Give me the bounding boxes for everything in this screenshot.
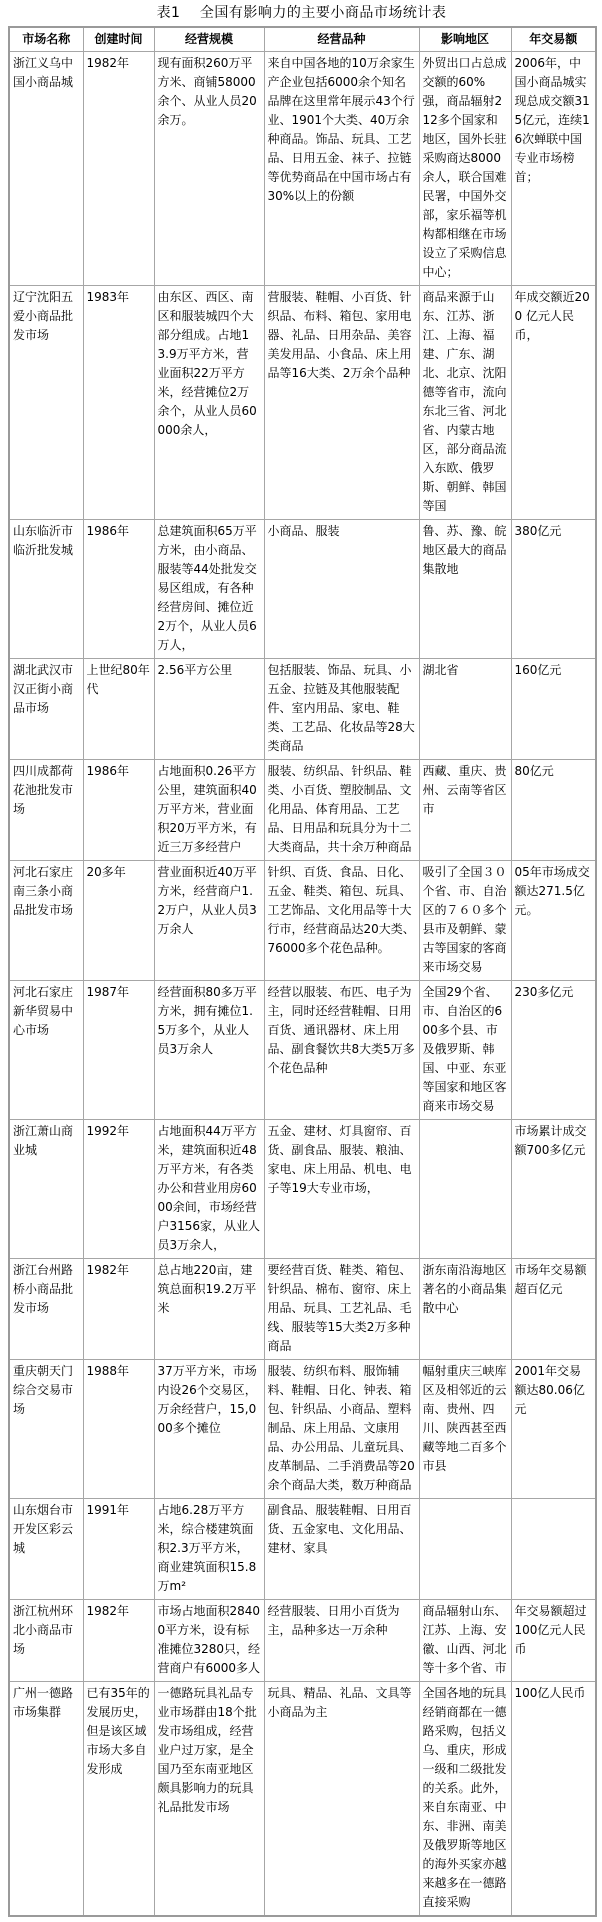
cell-annual-volume: 05年市场成交额达271.5亿元。: [511, 861, 596, 981]
cell-created-time: 1986年: [83, 520, 154, 659]
cell-created-time: 1983年: [83, 286, 154, 520]
cell-market-name: 广州一德路市场集群: [9, 1682, 83, 1917]
cell-product-varieties: 小商品、服装: [264, 520, 419, 659]
table-row: [9, 1499, 596, 1600]
cell-annual-volume: 2001年交易额达80.06亿元: [511, 1360, 596, 1499]
table-body: [9, 52, 596, 1917]
table-row: [9, 1120, 596, 1259]
cell-product-varieties: 服装、纺织布料、服饰辅料、鞋帽、日化、钟表、箱包、针织品、小商品、塑料制品、床上用品、文康用品、办公用品、儿童玩具、皮革制品、二手消费品等20余个商品大类，数万种商品: [264, 1360, 419, 1499]
cell-business-scale: 一德路玩具礼品专业市场群由18个批发市场组成，经营业户过万家，是全国乃至东南亚地区颇具影响力的玩具礼品批发市场: [154, 1682, 264, 1917]
table-row: [9, 1360, 596, 1499]
cell-product-varieties: 营服装、鞋帽、小百货、针织品、布料、箱包、家用电器、礼品、日用杂品、美容美发用品、小食品、床上用品等16大类、2万余个品种: [264, 286, 419, 520]
cell-annual-volume: 市场累计成交额700多亿元: [511, 1120, 596, 1259]
cell-annual-volume: [511, 1499, 596, 1600]
cell-created-time: 1992年: [83, 1120, 154, 1259]
cell-influence-region: 鲁、苏、豫、皖地区最大的商品集散地: [419, 520, 511, 659]
table-row: [9, 1600, 596, 1682]
cell-created-time: 20多年: [83, 861, 154, 981]
cell-product-varieties: 副食品、服装鞋帽、日用百货、五金家电、文化用品、建材、家具: [264, 1499, 419, 1600]
table-row: [9, 286, 596, 520]
cell-annual-volume: 年交易额超过100亿元人民币: [511, 1600, 596, 1682]
column-header-influence-region: 影响地区: [419, 27, 511, 52]
table-row: [9, 1682, 596, 1917]
cell-created-time: 1987年: [83, 981, 154, 1120]
cell-product-varieties: 五金、建材、灯具窗帘、百货、副食品、服装、粮油、家电、床上用品、机电、电子等19大专业市场，: [264, 1120, 419, 1259]
cell-market-name: 浙江台州路桥小商品批发市场: [9, 1259, 83, 1360]
cell-influence-region: 全国29个省、市、自治区的600多个县、市及俄罗斯、韩国、中亚、东亚等国家和地区客商来市场交易: [419, 981, 511, 1120]
table-row: [9, 861, 596, 981]
cell-market-name: 四川成都荷花池批发市场: [9, 760, 83, 861]
cell-influence-region: 西藏、重庆、贵州、云南等省区市: [419, 760, 511, 861]
cell-annual-volume: 230多亿元: [511, 981, 596, 1120]
cell-business-scale: 现有面积260万平方米、商铺58000 余个、从业人员20余万。: [154, 52, 264, 286]
cell-created-time: 1991年: [83, 1499, 154, 1600]
cell-business-scale: 2.56平方公里: [154, 659, 264, 760]
cell-business-scale: 总占地220亩，建筑总面积19.2万平米: [154, 1259, 264, 1360]
cell-annual-volume: 380亿元: [511, 520, 596, 659]
cell-annual-volume: 市场年交易额超百亿元: [511, 1259, 596, 1360]
cell-influence-region: [419, 1499, 511, 1600]
cell-market-name: 河北石家庄新华贸易中心市场: [9, 981, 83, 1120]
cell-influence-region: 吸引了全国３０个省、市、自治区的７６０多个县市及朝鲜、蒙古等国家的客商来市场交易: [419, 861, 511, 981]
cell-product-varieties: 经营以服装、布匹、电子为主，同时还经营鞋帽、日用百货、通讯器材、床上用品、副食餐饮共8大类5万多个花色品种: [264, 981, 419, 1120]
cell-product-varieties: 要经营百货、鞋类、箱包、针织品、棉布、窗帘、床上用品、玩具、工艺礼品、毛线、服装等15大类2万多种商品: [264, 1259, 419, 1360]
cell-product-varieties: 针织、百货、食品、日化、五金、鞋类、箱包、玩具、工艺饰品、文化用品等十大行市，经营商品达20大类、76000多个花色品种。: [264, 861, 419, 981]
cell-business-scale: 市场占地面积28400平方米，设有标准摊位3280只，经营商户有6000多人: [154, 1600, 264, 1682]
cell-business-scale: 占地面积44万平方米，建筑面积近48万平方米，有各类办公和营业用房6000余间，市场经营户3156家，从业人员3万余人，: [154, 1120, 264, 1259]
cell-influence-region: 外贸出口占总成交额的60%强，商品辐射212多个国家和地区，国外长驻采购商达8000余人，联合国难民署，中国外交部，家乐福等机构都相继在市场设立了采购信息中心；: [419, 52, 511, 286]
cell-business-scale: 占地6.28万平方米，综合楼建筑面积2.3万平方米，商业建筑面积15.8万m²: [154, 1499, 264, 1600]
cell-influence-region: 浙东南沿海地区著名的小商品集散中心: [419, 1259, 511, 1360]
cell-market-name: 浙江杭州环北小商品市场: [9, 1600, 83, 1682]
cell-created-time: 1988年: [83, 1360, 154, 1499]
cell-influence-region: 全国各地的玩具经销商都在一德路采购，包括义乌、重庆，形成一级和二级批发的关系。此外，来自东南亚、中东、非洲、南美及俄罗斯等地区的海外买家亦越来越多在一德路直接采购: [419, 1682, 511, 1917]
cell-created-time: 1982年: [83, 1600, 154, 1682]
cell-market-name: 山东烟台市开发区彩云城: [9, 1499, 83, 1600]
table-row: [9, 520, 596, 659]
cell-business-scale: 37万平方米，市场内设26个交易区，万余经营户，15,000多个摊位: [154, 1360, 264, 1499]
cell-created-time: 已有35年的发展历史，但是该区域市场大多自发形成: [83, 1682, 154, 1917]
table-title: 表1 全国有影响力的主要小商品市场统计表: [156, 5, 447, 21]
cell-market-name: 浙江萧山商业城: [9, 1120, 83, 1259]
cell-created-time: 1986年: [83, 760, 154, 861]
column-header-business-scale: 经营规模: [154, 27, 264, 52]
cell-product-varieties: 玩具、精品、礼品、文具等小商品为主: [264, 1682, 419, 1917]
cell-annual-volume: 2006年，中国小商品城实现总成交额315亿元，连续16次蝉联中国专业市场榜首；: [511, 52, 596, 286]
markets-table: [8, 26, 597, 1917]
cell-business-scale: 营业面积近40万平方米，经营商户1.2万户，从业人员3万余人: [154, 861, 264, 981]
cell-influence-region: 商品来源于山东、江苏、浙江、上海、福建、广东、湖北、北京、沈阳德等省市，流向东北三省、河北省、内蒙古地区，部分商品流入东欧、俄罗斯、朝鲜、韩国等国: [419, 286, 511, 520]
cell-influence-region: 幅射重庆三峡库区及相邻近的云南、贵州、四川、陕西甚至西藏等地二百多个市县: [419, 1360, 511, 1499]
column-header-product-varieties: 经营品种: [264, 27, 419, 52]
table-row: [9, 1259, 596, 1360]
cell-influence-region: 湖北省: [419, 659, 511, 760]
cell-created-time: 1982年: [83, 52, 154, 286]
cell-created-time: 上世纪80年代: [83, 659, 154, 760]
cell-annual-volume: 160亿元: [511, 659, 596, 760]
cell-annual-volume: 80亿元: [511, 760, 596, 861]
table-row: [9, 659, 596, 760]
header-row: [9, 27, 596, 52]
cell-product-varieties: 来自中国各地的10万余家生产企业包括6000余个知名品牌在这里常年展示43个行业、1901个大类、40万余种商品。饰品、玩具、工艺品、日用五金、袜子、拉链等优势商品在中国市场占有30%以上的份额: [264, 52, 419, 286]
cell-influence-region: [419, 1120, 511, 1259]
cell-market-name: 湖北武汉市汉正街小商品市场: [9, 659, 83, 760]
cell-product-varieties: 经营服装、日用小百货为主，品种多达一万余种: [264, 1600, 419, 1682]
cell-market-name: 辽宁沈阳五爱小商品批发市场: [9, 286, 83, 520]
cell-business-scale: 由东区、西区、南区和服装城四个大部分组成。占地13.9万平方米，营业面积22万平方米，经营摊位2万余个，从业人员60000余人，: [154, 286, 264, 520]
cell-business-scale: 占地面积0.26平方公里，建筑面积40万平方米，营业面积20万平方米，有近三万多经营户: [154, 760, 264, 861]
column-header-market-name: 市场名称: [9, 27, 83, 52]
table-row: [9, 52, 596, 286]
cell-market-name: 重庆朝天门综合交易市场: [9, 1360, 83, 1499]
cell-annual-volume: 年成交额近200 亿元人民币，: [511, 286, 596, 520]
table-row: [9, 760, 596, 861]
cell-product-varieties: 包括服装、饰品、玩具、小五金、拉链及其他服装配件、室内用品、家电、鞋类、工艺品、化妆品等28大类商品: [264, 659, 419, 760]
cell-market-name: 河北石家庄南三条小商品批发市场: [9, 861, 83, 981]
column-header-annual-volume: 年交易额: [511, 27, 596, 52]
cell-annual-volume: 100亿人民币: [511, 1682, 596, 1917]
cell-business-scale: 总建筑面积65万平方米，由小商品、服装等44处批发交易区组成，有各种经营房间、摊位近2万个，从业人员6万人，: [154, 520, 264, 659]
column-header-created-time: 创建时间: [83, 27, 154, 52]
cell-created-time: 1982年: [83, 1259, 154, 1360]
table-row: [9, 981, 596, 1120]
cell-influence-region: 商品辐射山东、江苏、上海、安徽、山西、河北等十多个省、市: [419, 1600, 511, 1682]
cell-market-name: 浙江义乌中国小商品城: [9, 52, 83, 286]
cell-business-scale: 经营面积80多万平方米，拥有摊位1.5万多个，从业人员3万余人: [154, 981, 264, 1120]
cell-product-varieties: 服装、纺织品、针织品、鞋类、小百货、塑胶制品、文化用品、体育用品、工艺品、日用品和玩具分为十二大类商品，共十余万种商品: [264, 760, 419, 861]
cell-market-name: 山东临沂市临沂批发城: [9, 520, 83, 659]
